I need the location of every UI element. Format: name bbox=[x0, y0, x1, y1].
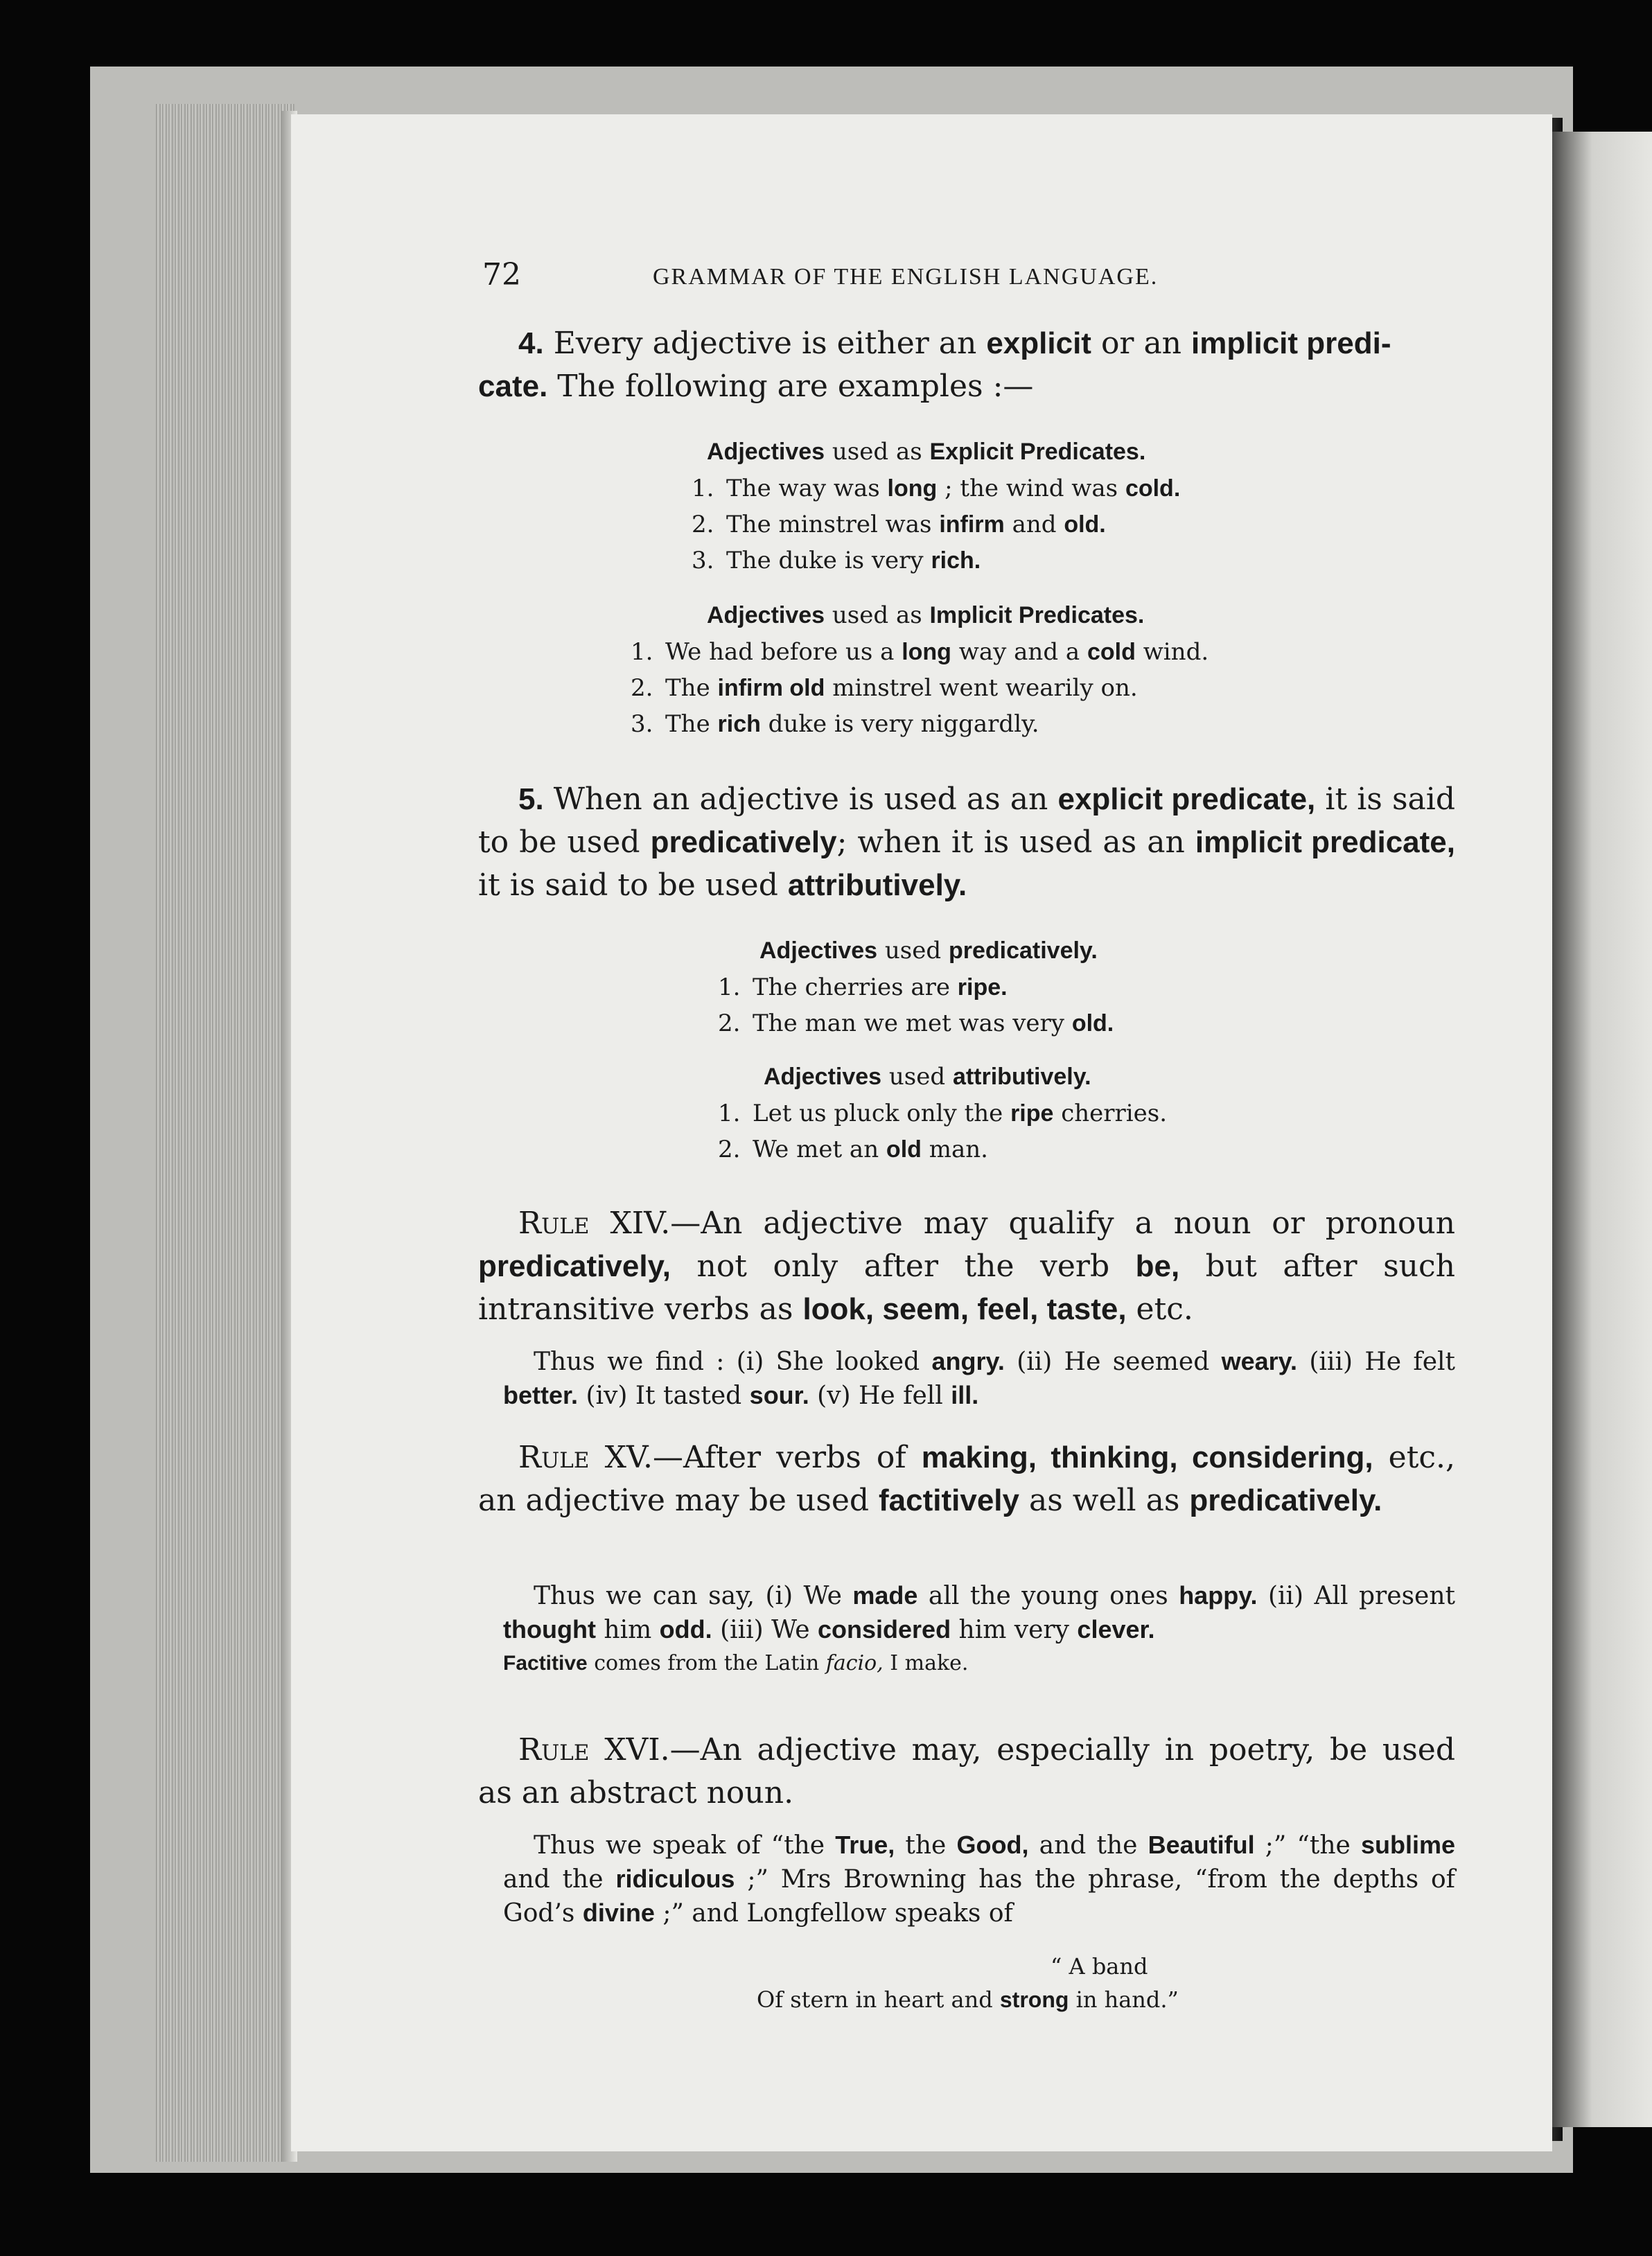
list-item: 1. We had before us a long way and a cold wind. bbox=[631, 638, 1209, 666]
running-title: GRAMMAR OF THE ENGLISH LANGUAGE. bbox=[653, 264, 1159, 290]
rule-15-note-text: Thus we can say, (i) We made all the young ones happy. (ii) All present thought him odd. (iii) We considered him very clever. bbox=[503, 1581, 1456, 1644]
facing-page-edge bbox=[1552, 132, 1652, 2127]
explicit-examples-list bbox=[692, 470, 1180, 579]
quote-line-2: Of stern in heart and strong in hand.” bbox=[757, 1986, 1179, 2013]
section-5 bbox=[478, 778, 1455, 907]
attributive-examples-list bbox=[718, 1095, 1167, 1167]
section-4 bbox=[478, 322, 1455, 408]
section-4-text: 4. Every adjective is either an explicit or an implicit predi- cate. The following are examples :— bbox=[478, 326, 1391, 404]
book-page bbox=[291, 114, 1552, 2151]
rule-16-text: Rule XVI.—An adjective may, especially in poetry, be used as an abstract noun. bbox=[478, 1732, 1455, 1810]
page-number: 72 bbox=[482, 257, 521, 292]
list-item: 1. The way was long ; the wind was cold. bbox=[692, 475, 1181, 502]
rule-14-text: Rule XIV.—An adjective may qualify a noun or pronoun predicatively, not only after the verb be, but after such intransitive verbs as look, seem, feel, taste, etc. bbox=[478, 1206, 1455, 1327]
predicative-examples-heading: Adjectives used predicatively. bbox=[759, 937, 1098, 964]
rule-16-note-text: Thus we speak of “the True, the Good, and the Beautiful ;” “the sublime and the ridiculous ;” Mrs Browning has the phrase, “from the depths of God’s divine ;” and Longfellow speaks of bbox=[503, 1831, 1456, 1928]
list-item: 1. Let us pluck only the ripe cherries. bbox=[718, 1100, 1168, 1127]
list-item: 2. The man we met was very old. bbox=[718, 1010, 1114, 1037]
section-5-text: 5. When an adjective is used as an explicit predicate, it is said to be used predicatively; when it is used as an implicit predicate, it is said to be used attributively. bbox=[478, 782, 1456, 903]
implicit-examples-list bbox=[631, 634, 1209, 742]
rule-15 bbox=[478, 1436, 1455, 1522]
rule-16-note bbox=[503, 1828, 1455, 1930]
list-item: 3. The duke is very rich. bbox=[692, 547, 981, 574]
rule-14-note bbox=[503, 1345, 1455, 1413]
quote-line-1: “ A band bbox=[1051, 1953, 1148, 1980]
rule-15-note bbox=[503, 1579, 1455, 1680]
page-edges bbox=[156, 104, 295, 2162]
implicit-examples-heading: Adjectives used as Implicit Predicates. bbox=[707, 601, 1145, 629]
list-item: 2. The minstrel was infirm and old. bbox=[692, 511, 1106, 538]
list-item: 2. We met an old man. bbox=[718, 1136, 988, 1163]
rule-16 bbox=[478, 1729, 1455, 1815]
rule-14-note-text: Thus we find : (i) She looked angry. (ii) He seemed weary. (iii) He felt better. (iv) It tasted sour. (v) He fell ill. bbox=[503, 1347, 1455, 1410]
explicit-examples-heading: Adjectives used as Explicit Predicates. bbox=[707, 438, 1146, 466]
running-head bbox=[482, 257, 1342, 299]
predicative-examples-list bbox=[718, 969, 1114, 1041]
list-item: 2. The infirm old minstrel went wearily on. bbox=[631, 674, 1138, 702]
factitive-note: Factitive comes from the Latin facio, I make. bbox=[503, 1651, 969, 1675]
attributive-examples-heading: Adjectives used attributively. bbox=[764, 1063, 1091, 1091]
rule-15-text: Rule XV.—After verbs of making, thinking, considering, etc., an adjective may be used factitively as well as predicatively. bbox=[478, 1440, 1455, 1518]
rule-14 bbox=[478, 1202, 1455, 1331]
list-item: 3. The rich duke is very niggardly. bbox=[631, 710, 1039, 738]
list-item: 1. The cherries are ripe. bbox=[718, 973, 1008, 1001]
